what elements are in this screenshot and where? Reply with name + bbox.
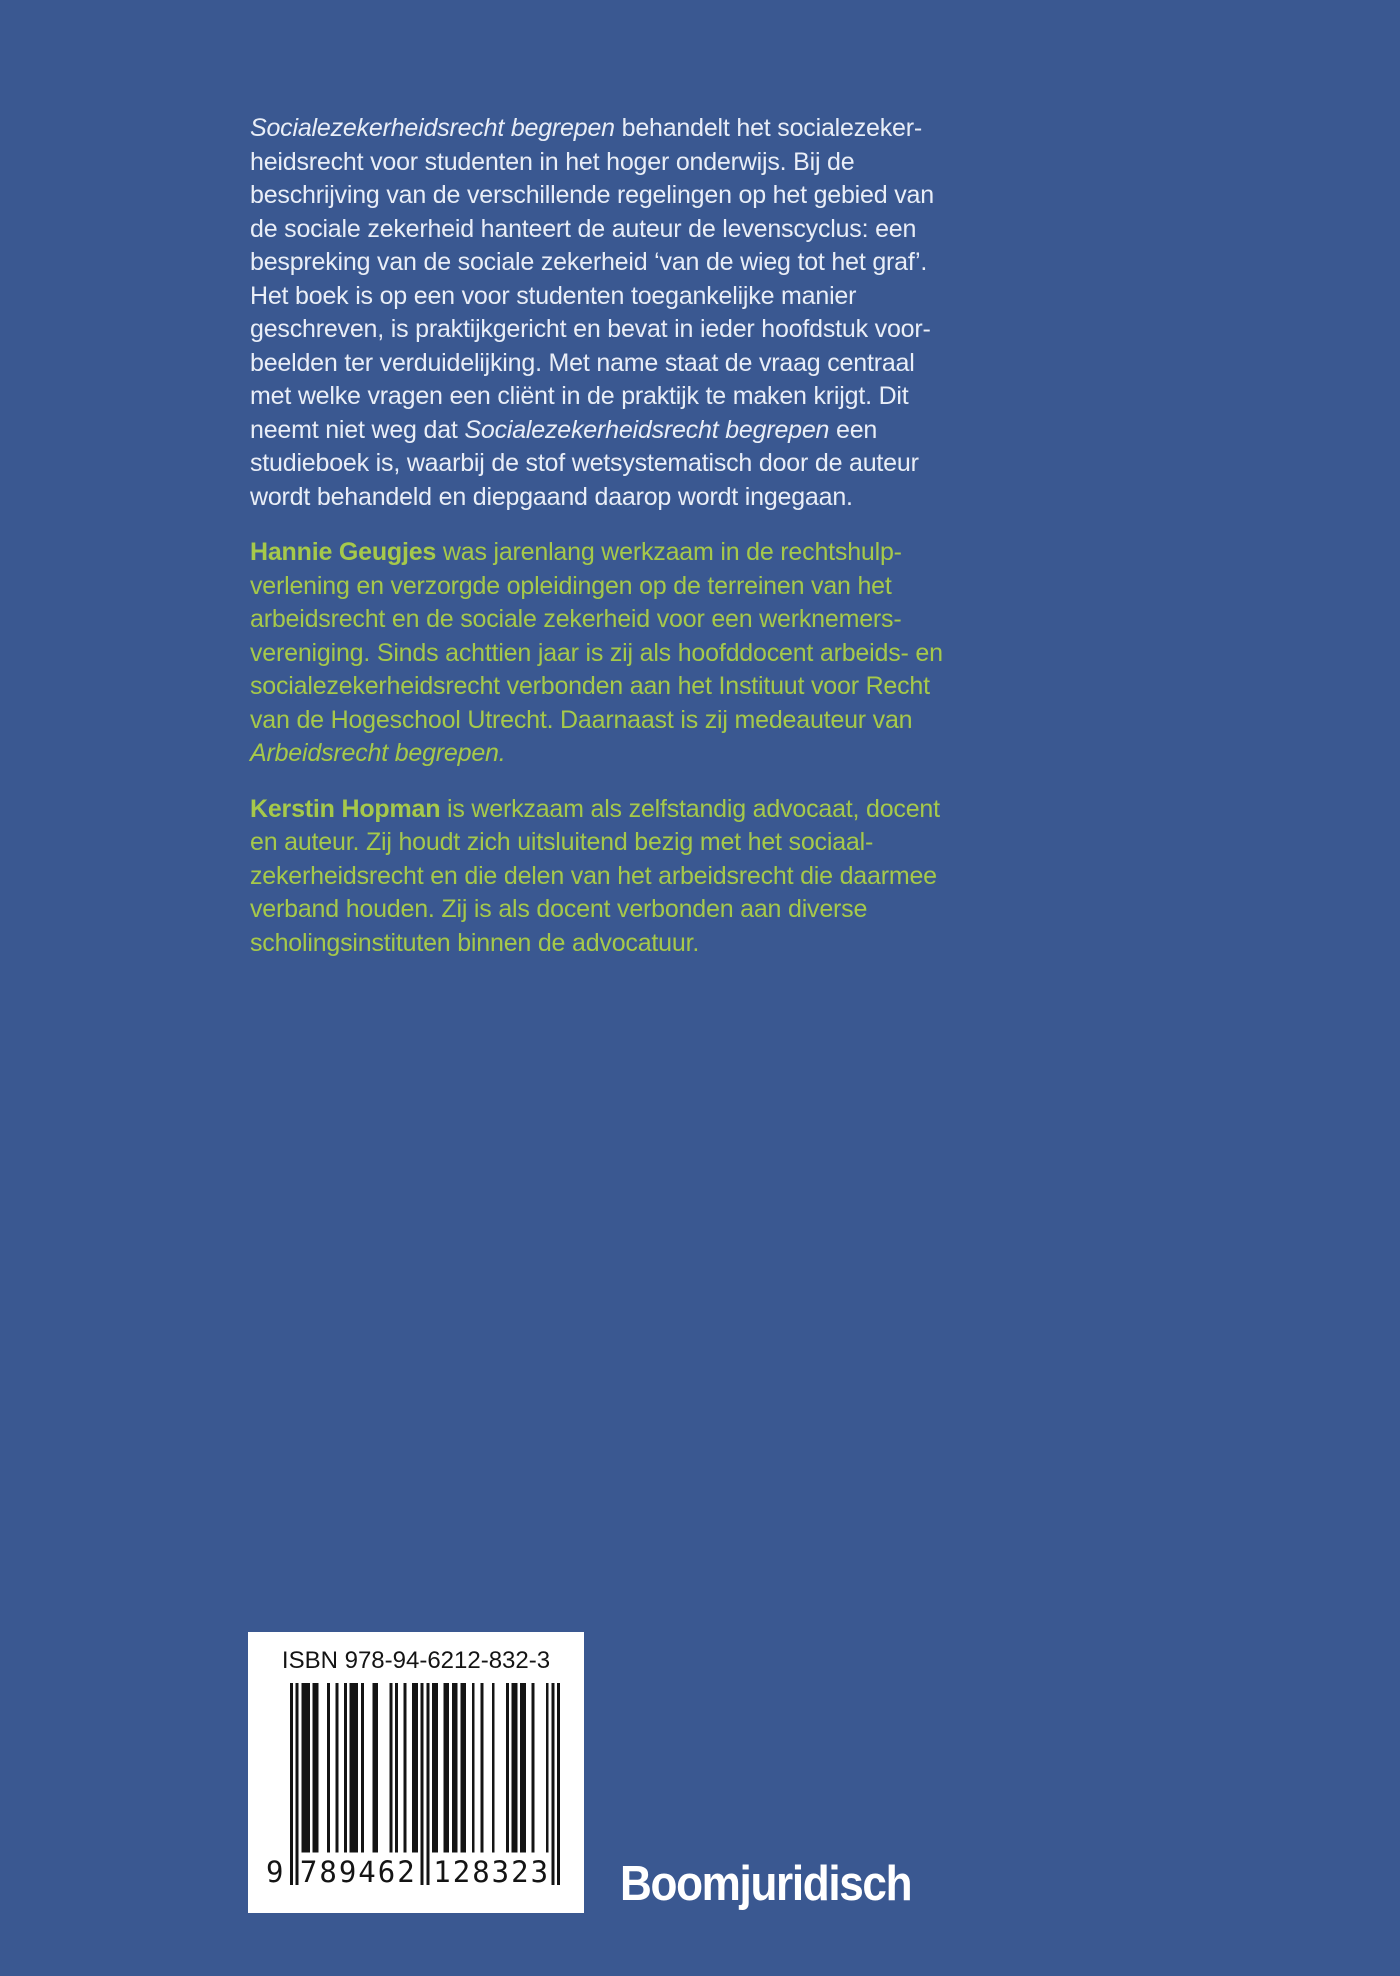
text-segment: bespreking van de sociale zekerheid ‘van de wieg tot het graf’. [250,248,928,276]
author-bio-kerstin-hopman [250,793,943,961]
text-line [250,347,943,381]
text-segment: neemt niet weg dat [250,415,465,444]
text-segment: arbeidsrecht en de sociale zekerheid voor een werknemers- [250,605,902,633]
text-line [250,704,943,738]
text-segment: heidsrecht voor studenten in het hoger onderwijs. Bij de [250,147,855,176]
text-line [250,112,943,146]
text-line [250,826,943,860]
text-segment: Socialezekerheidsrecht begrepen [250,114,615,142]
text-segment: een [829,415,878,444]
text-line [250,380,943,414]
text-line [250,793,943,827]
text-line [250,179,943,213]
book-blurb [250,112,943,514]
isbn-barcode-panel [248,1632,584,1913]
text-segment: socialezekerheidsrecht verbonden aan het Instituut voor Recht [250,672,930,700]
text-segment: Kerstin Hopman [250,794,441,823]
text-segment: wordt behandeld en diepgaand daarop wordt ingegaan. [250,482,853,511]
text-line [250,637,943,671]
text-segment: van de Hogeschool Utrecht. Daarnaast is zij medeauteur van [250,705,913,734]
text-line [250,481,943,515]
isbn-number: ISBN 978-94-6212-832-3 [281,1647,551,1674]
text-line [250,570,943,604]
text-segment: studieboek is, waarbij de stof wetsystematisch door de auteur [250,449,919,477]
text-segment: verband houden. Zij is als docent verbonden aan diverse [250,895,868,923]
text-segment: met welke vragen een cliënt in de praktijk te maken krijgt. Dit [250,382,909,410]
text-line [250,737,943,771]
text-segment: Hannie Geugjes [250,538,437,566]
text-line [250,603,943,637]
text-segment: behandelt het socialezeker- [614,114,922,142]
author-bio-hannie-geugjes [250,536,943,771]
text-segment: vereniging. Sinds achttien jaar is zij als hoofddocent arbeids- en [250,638,943,667]
text-segment: scholingsinstituten binnen de advocatuur. [250,928,700,957]
barcode-digits-group1: 789462 [299,1855,417,1889]
text-segment: de sociale zekerheid hanteert de auteur de levenscyclus: een [250,214,917,243]
text-line [250,893,943,927]
text-line [250,280,943,314]
text-segment: Het boek is op een voor studenten toegankelijke manier [250,281,857,310]
publisher-logo: Boomjuridisch [620,1857,912,1911]
text-line [250,146,943,180]
text-line [250,213,943,247]
text-segment: en auteur. Zij houdt zich uitsluitend bezig met het sociaal- [250,828,874,856]
text-segment: zekerheidsrecht en die delen van het arbeidsrecht die daarmee [250,861,937,890]
text-line [250,313,943,347]
text-line [250,246,943,280]
text-segment: verlening en verzorgde opleidingen op de terreinen van het [250,571,892,600]
text-segment: Socialezekerheidsrecht begrepen [464,415,830,444]
text-line [250,670,943,704]
back-cover-text [250,112,943,982]
barcode-digit-lead: 9 [266,1855,284,1889]
text-segment: Arbeidsrecht begrepen. [250,739,506,767]
text-segment: beschrijving van de verschillende regelingen op het gebied van [250,181,934,209]
text-line [250,927,943,961]
text-segment: is werkzaam als zelfstandig advocaat, docent [440,794,940,823]
barcode-digits-group2: 128323 [433,1855,551,1889]
text-segment: beelden ter verduidelijking. Met name staat de vraag centraal [250,348,915,377]
barcode-digits [266,1855,560,1889]
text-line [250,860,943,894]
text-line [250,414,943,448]
text-line [250,447,943,481]
text-segment: geschreven, is praktijkgericht en bevat in ieder hoofdstuk voor- [250,315,931,343]
text-segment: was jarenlang werkzaam in de rechtshulp- [436,538,902,566]
text-line [250,536,943,570]
ean-barcode [266,1683,560,1889]
